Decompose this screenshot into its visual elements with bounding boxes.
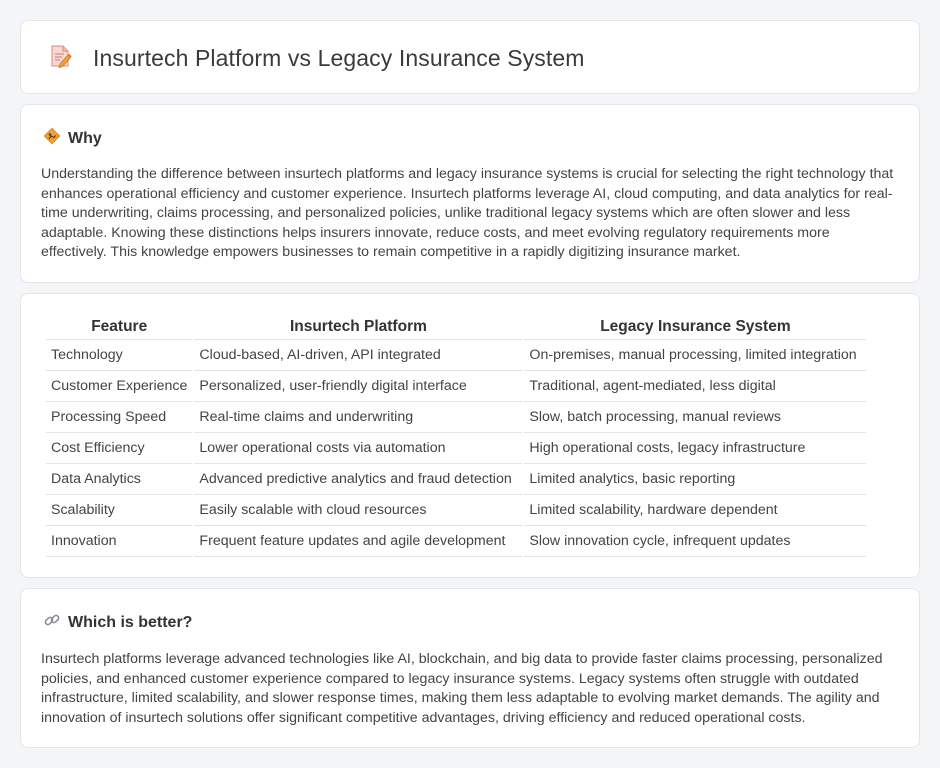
feature-cell: Scalability [46,495,192,526]
insurtech-cell: Lower operational costs via automation [194,433,522,464]
link-icon [43,611,68,634]
insurtech-cell: Easily scalable with cloud resources [194,495,522,526]
insurtech-cell: Personalized, user-friendly digital interface [194,371,522,402]
legacy-cell: Slow innovation cycle, infrequent updates [524,526,866,557]
diamond-sign-icon [43,127,68,150]
why-heading-row [43,127,102,150]
page-title-row [47,43,585,74]
comparison-table-section [20,293,920,578]
better-text: Insurtech platforms leverage advanced technologies like AI, blockchain, and big data to provide faster claims processing, personalized policies, and enhanced customer experience compared to legacy insurance systems. Legacy systems often struggle with outdated infrastructure, limited scalability, and slower response times, making them less adaptable to evolving market demands. The agility and innovation of insurtech solutions offer significant competitive advantages, driving efficiency and reduced operational costs. [41,651,883,726]
feature-cell: Processing Speed [46,402,192,433]
header-card [20,20,920,94]
insurtech-cell: Cloud-based, AI-driven, API integrated [194,340,522,371]
legacy-cell: Traditional, agent-mediated, less digital [524,371,866,402]
insurtech-cell: Advanced predictive analytics and fraud detection [194,464,522,495]
insurtech-cell: Frequent feature updates and agile development [194,526,522,557]
table-row [46,371,866,402]
feature-cell: Technology [46,340,192,371]
column-header-feature: Feature [46,314,192,340]
table-row [46,495,866,526]
table-row [46,402,866,433]
better-heading: Which is better? [68,613,193,631]
page-title: Insurtech Platform vs Legacy Insurance System [93,45,585,71]
column-header-insurtech: Insurtech Platform [194,314,522,340]
table-row [46,526,866,557]
insurtech-cell: Real-time claims and underwriting [194,402,522,433]
table-row [46,464,866,495]
column-header-legacy: Legacy Insurance System [524,314,866,340]
legacy-cell: On-premises, manual processing, limited integration [524,340,866,371]
better-heading-row [43,611,192,634]
legacy-cell: Limited scalability, hardware dependent [524,495,866,526]
table-row [46,433,866,464]
feature-cell: Customer Experience [46,371,192,402]
table-row [46,340,866,371]
feature-cell: Innovation [46,526,192,557]
table-header-row [46,314,866,340]
which-is-better-section [20,588,920,748]
legacy-cell: Slow, batch processing, manual reviews [524,402,866,433]
legacy-cell: Limited analytics, basic reporting [524,464,866,495]
why-section [20,104,920,283]
legacy-cell: High operational costs, legacy infrastructure [524,433,866,464]
feature-cell: Cost Efficiency [46,433,192,464]
feature-cell: Data Analytics [46,464,192,495]
why-text: Understanding the difference between insurtech platforms and legacy insurance systems is crucial for selecting the right technology that enhances operational efficiency and customer experience. Insurtech platforms leverage AI, cloud computing, and data analytics for real-time underwriting, claims processing, and personalized policies, unlike traditional legacy systems which are often slower and less adaptable. Knowing these distinctions helps insurers innovate, reduce costs, and meet evolving regulatory requirements more effectively. This knowledge empowers businesses to remain competitive in a rapidly digitizing insurance market. [41,166,894,261]
why-heading: Why [68,129,102,147]
comparison-table [44,314,868,557]
document-pencil-icon [47,43,93,74]
